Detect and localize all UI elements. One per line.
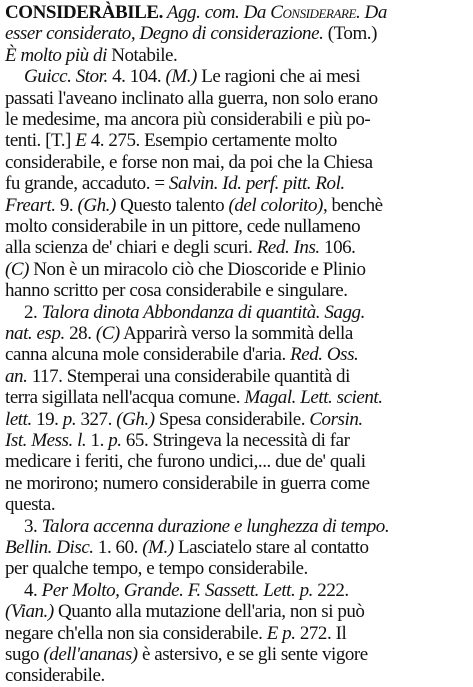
text-segment: (Gh.): [77, 194, 116, 216]
line-content: [5, 472, 370, 495]
text-segment: Red. Ins.: [256, 237, 320, 259]
text-segment: 4.: [24, 579, 42, 601]
text-line: [0, 172, 473, 195]
text-line: [0, 515, 473, 538]
text-segment: 2.: [24, 301, 42, 323]
text-segment: Non è un miracolo ciò che Dioscoride e Plinio: [28, 258, 366, 280]
text-segment: 4. 104.: [107, 66, 166, 88]
text-line: [0, 408, 473, 431]
text-line: [0, 493, 473, 516]
text-segment: fu grande, accaduto. =: [5, 173, 169, 195]
text-line: [0, 44, 473, 67]
text-line: [0, 365, 473, 388]
text-line: [0, 343, 473, 366]
text-segment: considerabile, e forse non mai, da poi che la Chiesa: [5, 151, 373, 173]
line-content: [24, 579, 349, 602]
text-segment: Guicc. Stor.: [24, 66, 108, 88]
text-line: [0, 450, 473, 473]
line-content: [5, 322, 353, 345]
text-line: [0, 194, 473, 217]
text-line: [0, 279, 473, 302]
text-line: [0, 22, 473, 45]
text-line: [0, 258, 473, 281]
text-line: [0, 301, 473, 324]
text-segment: nat. esp.: [5, 323, 65, 344]
text-segment: è astersivo, e se gli sente vigore: [137, 644, 368, 665]
text-line: [0, 87, 473, 110]
line-content: [5, 194, 383, 217]
text-segment: Red. Oss.: [290, 344, 359, 366]
text-segment: Corsin.: [309, 408, 363, 430]
line-content: [5, 22, 377, 45]
text-segment: 65. Stringeva la necessità di far: [121, 430, 350, 451]
text-segment: per qualche tempo, e tempo considerabile.: [5, 558, 308, 580]
text-segment: (M.): [165, 66, 197, 88]
text-segment: Bellin. Disc.: [5, 537, 94, 558]
text-segment: Magal. Lett. scient.: [244, 387, 383, 409]
text-segment: p.: [108, 430, 122, 451]
text-segment: Quanto alla mutazione dell'aria, non si può: [53, 601, 365, 623]
text-line: [0, 108, 473, 131]
text-segment: 222.: [312, 579, 349, 601]
text-segment: 327.: [76, 408, 117, 430]
text-segment: . Da: [355, 2, 387, 23]
text-segment: terra sigillata nell'acqua comune.: [5, 387, 245, 409]
line-content: [5, 600, 365, 623]
text-segment: tenti. [T.]: [5, 130, 76, 152]
text-segment: Ist. Mess. l.: [5, 430, 87, 451]
text-segment: 272. Il: [295, 622, 347, 644]
text-segment: CONSIDERÀBILE.: [5, 2, 163, 23]
text-line: [0, 600, 473, 623]
line-content: [5, 450, 366, 473]
line-content: [5, 236, 355, 259]
line-content: [5, 151, 373, 174]
text-segment: passati l'aveano inclinato alla guerra, non solo erano: [5, 87, 378, 109]
line-content: [24, 65, 360, 88]
line-content: [5, 429, 349, 452]
line-content: [5, 108, 370, 131]
line-content: [5, 365, 350, 388]
text-segment: Notabile.: [106, 44, 178, 66]
line-content: [5, 343, 358, 366]
text-segment: Questo talento: [115, 194, 229, 216]
text-segment: considerabile.: [5, 665, 105, 687]
line-content: [5, 557, 308, 580]
text-segment: molto considerabile in un pittore, cede nullameno: [5, 216, 361, 237]
text-line: [0, 429, 473, 452]
text-segment: lett.: [5, 408, 32, 430]
text-segment: Salvin. Id. perf. pitt. Rol.: [168, 173, 345, 195]
line-content: [5, 279, 348, 302]
line-content: [5, 622, 346, 645]
text-segment: esser considerato, Degno di considerazione.: [5, 23, 324, 45]
text-segment: (del colorito): [228, 194, 323, 216]
line-content: [5, 1, 387, 24]
line-content: [5, 172, 345, 195]
text-segment: Apparirà verso la sommità della: [119, 323, 353, 344]
line-content: [5, 493, 55, 516]
text-segment: , benchè: [322, 194, 383, 216]
text-segment: 19.: [31, 408, 63, 430]
text-segment: Agg. com. Da: [162, 2, 271, 23]
text-segment: p.: [62, 408, 77, 430]
text-segment: Per Molto, Grande. F. Sassett. Lett. p.: [41, 579, 313, 601]
line-content: [5, 44, 177, 67]
text-segment: medicare i feriti, che furono undici,... due de' quali: [5, 451, 366, 473]
line-content: [5, 215, 360, 238]
text-segment: 1. 60.: [93, 537, 143, 558]
text-segment: hanno scritto per cosa considerabile e singulare.: [5, 280, 348, 302]
text-segment: an.: [5, 365, 28, 387]
text-segment: le medesime, ma ancora più considerabili e più po-: [5, 109, 371, 130]
text-segment: 117. Stemperai una considerabile quantità di: [27, 365, 350, 387]
text-line: [0, 215, 473, 238]
text-segment: 106.: [319, 237, 356, 259]
text-segment: Spesa considerabile.: [154, 408, 310, 430]
text-line: [0, 322, 473, 345]
text-segment: E: [75, 130, 87, 152]
text-segment: canna alcuna mole considerabile d'aria.: [5, 344, 291, 366]
line-content: [5, 258, 366, 281]
text-segment: È molto più di: [5, 44, 107, 66]
text-segment: Talora accenna durazione e lunghezza di tempo.: [41, 515, 390, 537]
text-line: [0, 643, 473, 666]
line-content: [24, 301, 365, 324]
text-line: [0, 1, 473, 24]
text-segment: questa.: [5, 494, 56, 516]
text-segment: (M.): [142, 537, 174, 558]
line-content: [5, 129, 337, 152]
text-line: [0, 151, 473, 174]
text-segment: Considerare: [270, 2, 356, 23]
text-segment: 3.: [24, 515, 42, 537]
text-segment: 1.: [86, 430, 109, 451]
text-segment: (C): [95, 323, 120, 344]
text-line: [0, 129, 473, 152]
text-segment: ne morirono; numero considerabile in guerra come: [5, 472, 370, 494]
text-segment: 28.: [64, 323, 96, 344]
text-segment: Freart.: [5, 194, 56, 216]
text-segment: 9.: [55, 194, 78, 216]
text-line: [0, 536, 473, 559]
text-segment: (C): [5, 258, 29, 280]
text-line: [0, 65, 473, 88]
text-segment: Le ragioni che ai mesi: [196, 66, 361, 88]
line-content: [5, 87, 378, 110]
text-line: [0, 579, 473, 602]
text-line: [0, 472, 473, 495]
line-content: [24, 515, 389, 538]
text-segment: (Tom.): [323, 23, 377, 45]
text-line: [0, 386, 473, 409]
text-segment: negare ch'ella non sia considerabile.: [5, 622, 267, 644]
text-segment: 4. 275. Esempio certamente molto: [86, 130, 337, 152]
text-segment: Talora dinota Abbondanza di quantità. Sagg.: [41, 301, 365, 323]
text-segment: Lasciatelo stare al contatto: [173, 537, 369, 558]
text-segment: (dell'ananas): [43, 644, 138, 665]
line-content: [5, 536, 369, 559]
text-line: [0, 557, 473, 580]
text-segment: sugo: [5, 644, 44, 665]
line-content: [5, 643, 368, 666]
text-segment: (Gh.): [116, 408, 155, 430]
text-segment: alla scienza de' chiari e degli scuri.: [5, 237, 257, 259]
text-line: [0, 236, 473, 259]
text-segment: (Vian.): [5, 601, 54, 623]
line-content: [5, 386, 383, 409]
line-content: [5, 408, 363, 431]
text-segment: E p.: [266, 622, 296, 644]
text-line: [0, 622, 473, 645]
